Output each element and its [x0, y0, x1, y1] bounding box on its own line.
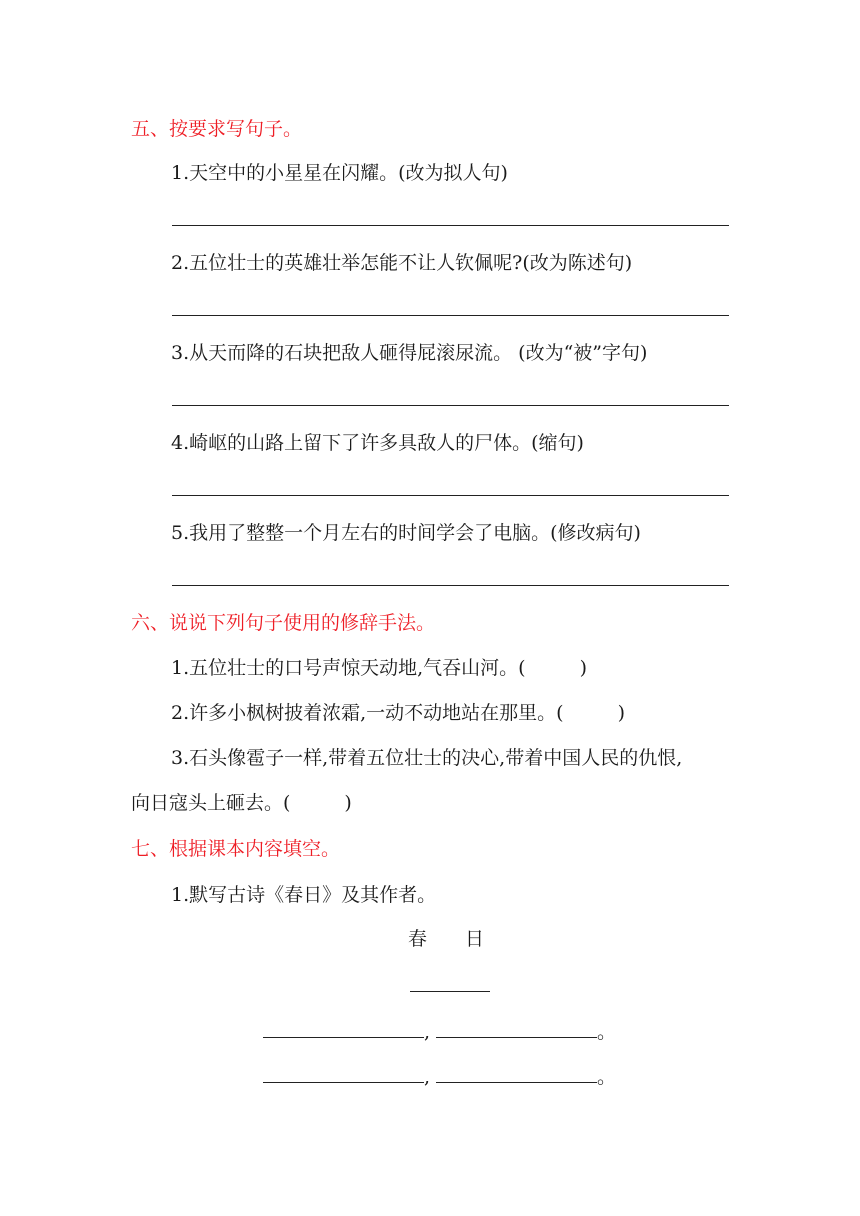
close-paren: ) — [344, 792, 352, 814]
question-6-3-line1: 3.石头像雹子一样,带着五位壮士的决心,带着中国人民的仇恨, — [171, 747, 683, 769]
poem-blank-4[interactable] — [436, 1064, 597, 1083]
question-5-4: 4.崎岖的山路上留下了许多具敌人的尸体。(缩句) — [171, 432, 584, 454]
answer-line-5-2[interactable] — [172, 315, 729, 316]
answer-line-5-4[interactable] — [172, 495, 729, 496]
poem-title-char-2: 日 — [465, 928, 485, 950]
poem-blank-1[interactable] — [263, 1019, 424, 1038]
poem-line-2 — [263, 1064, 617, 1090]
question-6-3-text: 向日寇头上砸去。( — [131, 792, 291, 814]
question-5-2: 2.五位壮士的英雄壮举怎能不让人钦佩呢?(改为陈述句) — [171, 252, 633, 274]
comma: , — [424, 1021, 431, 1043]
period: 。 — [597, 1066, 617, 1088]
poem-title-char-1: 春 — [408, 928, 428, 950]
poem-blank-3[interactable] — [263, 1064, 424, 1083]
question-5-1: 1.天空中的小星星在闪耀。(改为拟人句) — [171, 162, 508, 184]
answer-line-5-3[interactable] — [172, 405, 729, 406]
poem-line-1 — [263, 1019, 617, 1045]
question-6-3-line2 — [131, 790, 352, 816]
section-six-heading: 六、说说下列句子使用的修辞手法。 — [131, 612, 436, 634]
question-6-2-text: 2.许多小枫树披着浓霜,一动不动地站在那里。( — [171, 702, 564, 724]
period: 。 — [597, 1021, 617, 1043]
question-6-2 — [171, 700, 625, 726]
question-5-3: 3.从天而降的石块把敌人砸得屁滚尿流。 (改为“被”字句) — [171, 342, 648, 364]
close-paren: ) — [617, 702, 626, 724]
question-5-5: 5.我用了整整一个月左右的时间学会了电脑。(修改病句) — [171, 522, 641, 544]
comma: , — [424, 1066, 431, 1088]
question-6-1 — [171, 655, 587, 681]
question-6-1-text: 1.五位壮士的口号声惊天动地,气吞山河。( — [171, 657, 526, 679]
author-blank[interactable] — [410, 991, 490, 992]
close-paren: ) — [579, 657, 588, 679]
answer-line-5-5[interactable] — [172, 585, 729, 586]
answer-line-5-1[interactable] — [172, 225, 729, 226]
poem-title — [408, 926, 484, 952]
poem-blank-2[interactable] — [436, 1019, 597, 1038]
section-five-heading: 五、按要求写句子。 — [131, 118, 303, 140]
question-7-1: 1.默写古诗《春日》及其作者。 — [171, 884, 437, 906]
section-seven-heading: 七、根据课本内容填空。 — [131, 838, 341, 860]
